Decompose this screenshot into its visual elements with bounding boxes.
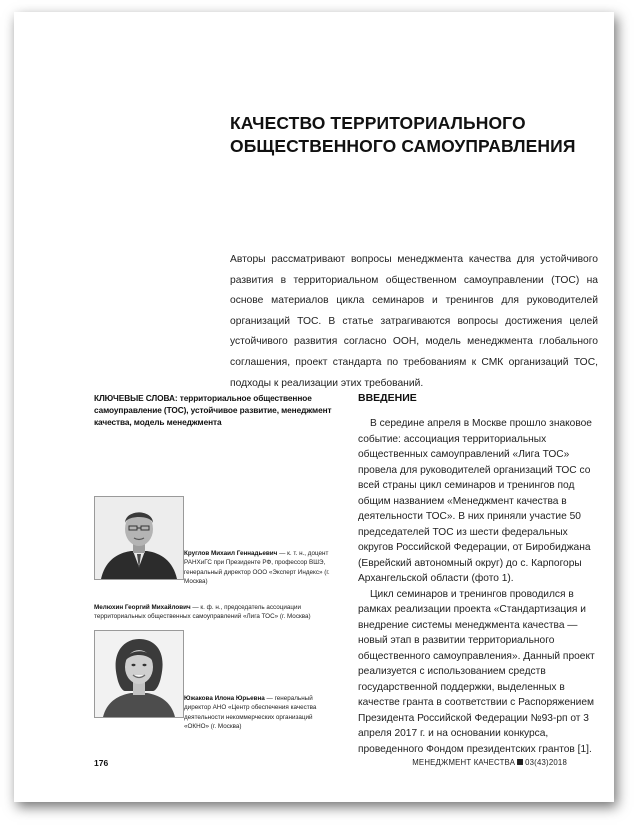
journal-page (14, 12, 614, 802)
section-body (358, 416, 600, 757)
author-name: Южакова Илона Юрьевна (184, 695, 265, 702)
author-info: — к. ф. н., председатель ассоциации территориальных общественных самоуправлений «Лига ТОС» (г. Москва) (94, 604, 311, 621)
journal-name: МЕНЕДЖМЕНТ КАЧЕСТВА (412, 758, 516, 767)
author-yuzhakova (184, 694, 334, 732)
author-info: — генеральный директор АНО «Центр обеспечения качества деятельности некоммерческих организаций «ОКНО» (г. Москва) (184, 695, 317, 731)
body-paragraph-1: В середине апреля в Москве прошло знаковое событие: ассоциация территориальных общественных самоуправлений «Лига ТОС» провела для руководителей организаций ТОС со всей страны цикл семинаров и тренингов под общим названием «Менеджмент качества в деятельности ТОС». В них приняли участие 50 председателей ТОС из шести федеральных округов Российской Федерации, от Биробиджана (Еврейский автономный округ) до с. Карпогоры Архангельской области (фото 1). (358, 418, 592, 584)
portrait-woman-photo-icon (95, 631, 183, 717)
author-name: Мелюхин Георгий Михайлович (94, 604, 191, 611)
author-kruglov (184, 549, 334, 587)
author-photo-kruglov (94, 496, 184, 580)
journal-footer (412, 758, 567, 767)
author-name: Круглов Михаил Геннадьевич (184, 550, 278, 557)
article-abstract: Авторы рассматривают вопросы менеджмента качества для устойчивого развития в территориальном общественном самоуправлении (ТОС) на основе материалов цикла семинаров и тренингов для руководителей организаций ТОС. В статье затрагиваются вопросы достижения целей устойчивого развития согласно ООН, модель менеджмента глобального соглашения, проект стандарта по требованиям к СМК организаций ТОС, подходы к реализации этих требований. (230, 254, 598, 389)
author-melyukhin (94, 603, 334, 622)
article-title-line-1: КАЧЕСТВО ТЕРРИТОРИАЛЬНОГО (230, 113, 526, 133)
author-info: — к. т. н., доцент РАНХиГС при Президенте РФ, профессор ВШЭ, генеральный директор ООО «Эксперт Индекс» (г. Москва) (184, 550, 330, 586)
page-number: 176 (94, 758, 109, 768)
section-heading: ВВЕДЕНИЕ (358, 392, 417, 404)
body-paragraph-2: Цикл семинаров и тренингов проводился в рамках реализации проекта «Стандартизация и внедрение системы менеджмента качества — новый этап в развитии территориального общественного самоуправления». Данный проект реализуется с использованием средств государственной поддержки, выделенных в качестве гранта в соответствии с Распоряжением Президента Российской Федерации №93-рп от 3 апреля 2017 г. и на основании конкурса, проведенного Фондом президентских грантов [1]. (358, 588, 595, 755)
keywords: КЛЮЧЕВЫЕ СЛОВА: территориальное общественное самоуправление (ТОС), устойчивое развитие, менеджмент качества, модель менеджмента (94, 393, 332, 427)
article-title (230, 112, 590, 158)
article-title-line-2: ОБЩЕСТВЕННОГО САМОУПРАВЛЕНИЯ (230, 136, 576, 156)
journal-issue: 03(43)2018 (525, 758, 567, 767)
portrait-man-photo-icon (95, 497, 183, 579)
author-photo-yuzhakova (94, 630, 184, 718)
square-separator-icon (517, 759, 523, 765)
